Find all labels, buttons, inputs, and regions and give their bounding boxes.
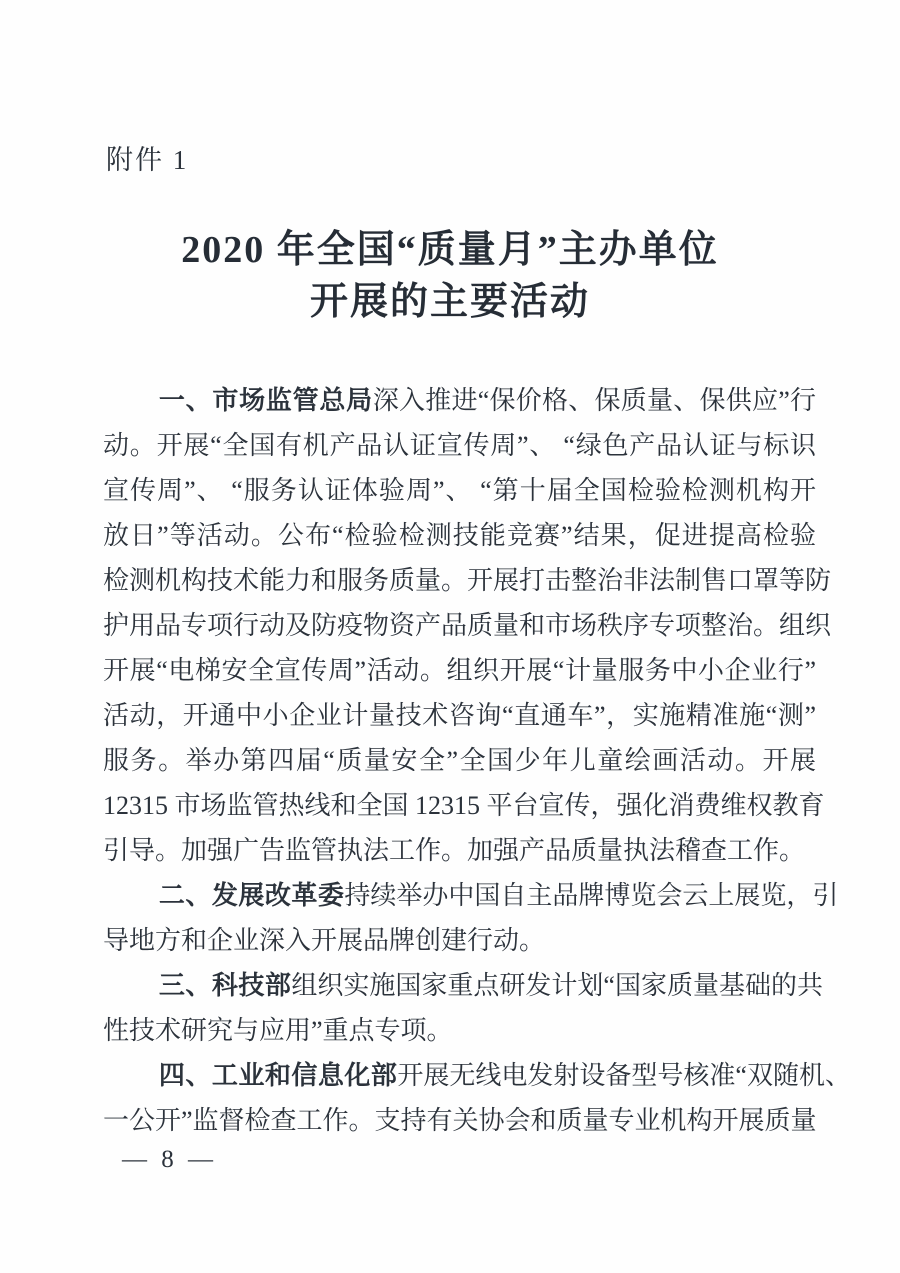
text-line: 检测机构技术能力和服务质量。开展打击整治非法制售口罩等防 [103,566,832,595]
attachment-label: 附件 1 [106,145,189,175]
text-line: 性技术研究与应用”重点专项。 [103,1016,453,1045]
text-line: 一公开”监督检查工作。支持有关协会和质量专业机构开展质量 [103,1106,817,1135]
agency-name-bold: 四、工业和信息化部 [158,1060,398,1090]
body-paragraph [103,1053,851,1143]
page-number: — 8 — [122,1146,217,1173]
text-line: 四、工业和信息化部开展无线电发射设备型号核准“双随机、 [158,1060,851,1090]
text-line: 开展“电梯安全宣传周”活动。组织开展“计量服务中小企业行” [103,656,816,685]
text-line: 宣传周”、 “服务认证体验周”、 “第十届全国检验检测机构开 [103,476,816,505]
document-body [103,378,851,1143]
text-line: 护用品专项行动及防疫物资产品质量和市场秩序专项整治。组织 [103,611,832,640]
document-title [0,224,900,328]
text-line: 服务。举办第四届“质量安全”全国少年儿童绘画活动。开展 [103,746,816,775]
text-line: 导地方和企业深入开展品牌创建行动。 [103,926,546,955]
text-line: 一、市场监管总局深入推进“保价格、保质量、保供应”行 [158,385,816,415]
agency-name-bold: 一、市场监管总局 [158,385,373,415]
text-line: 12315 市场监管热线和全国 12315 平台宣传，强化消费维权教育 [103,791,825,820]
text-line: 二、发展改革委持续举办中国自主品牌博览会云上展览，引 [158,880,839,910]
title-line-1: 2020 年全国“质量月”主办单位 [181,229,719,271]
body-paragraph [103,873,839,963]
text-line: 三、科技部组织实施国家重点研发计划“国家质量基础的共 [158,970,823,1000]
text-line: 放日”等活动。公布“检验检测技能竞赛”结果，促进提高检验 [103,521,816,550]
agency-name-bold: 二、发展改革委 [158,880,345,910]
body-paragraph [103,963,823,1053]
text-line: 引导。加强广告监管执法工作。加强产品质量执法稽查工作。 [103,836,806,865]
body-paragraph [103,378,832,873]
title-line-2: 开展的主要活动 [309,281,590,323]
agency-name-bold: 三、科技部 [158,970,292,1000]
text-line: 活动，开通中小企业计量技术咨询“直通车”，实施精准施“测” [103,701,816,730]
text-line: 动。开展“全国有机产品认证宣传周”、 “绿色产品认证与标识 [103,431,816,460]
